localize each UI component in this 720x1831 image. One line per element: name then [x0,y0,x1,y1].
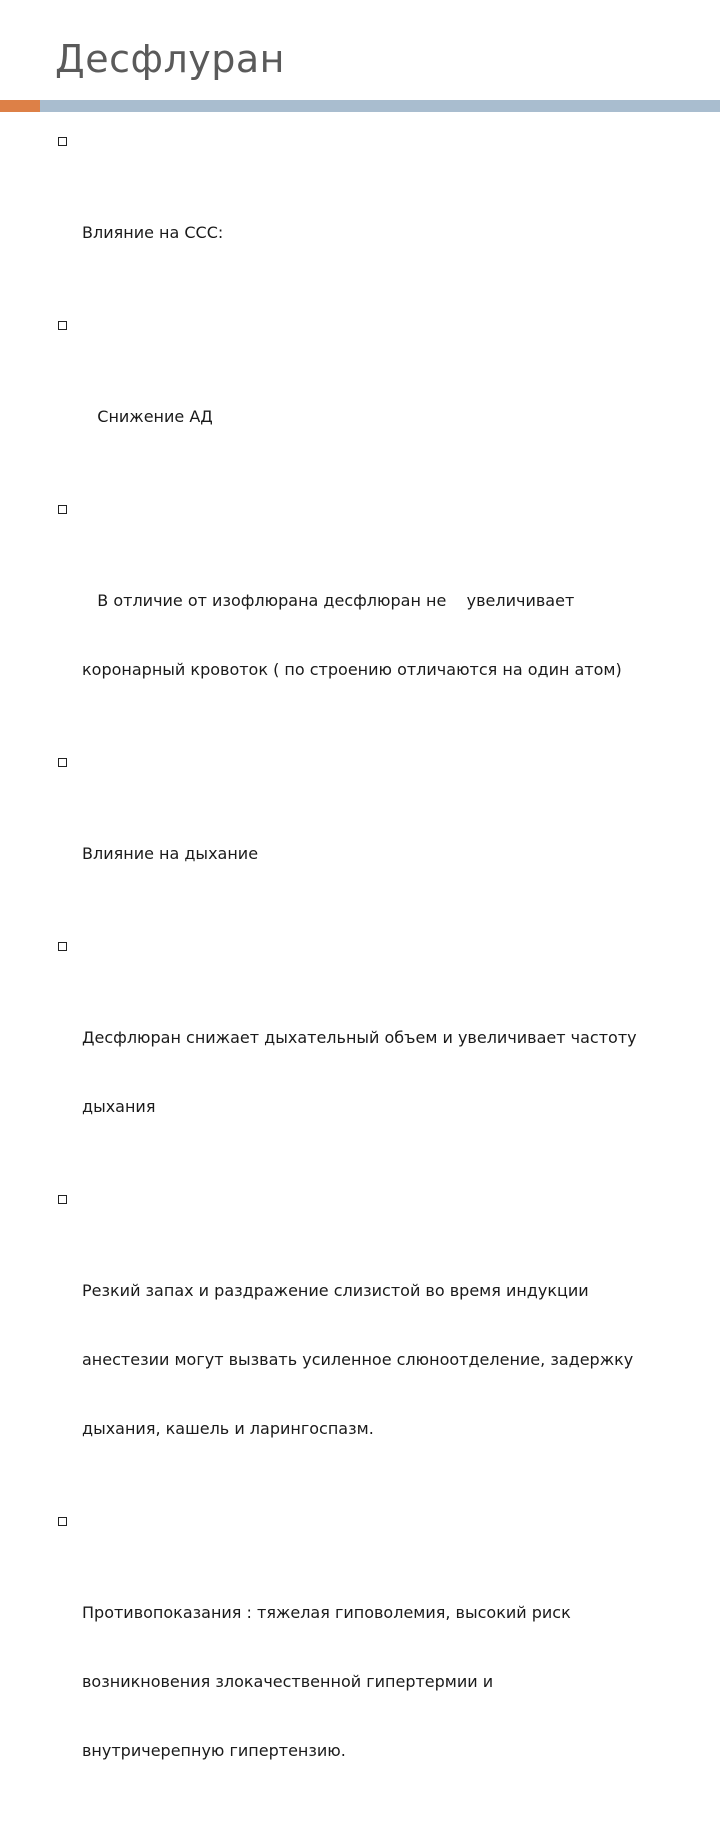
bullet-text [82,1580,696,1806]
bullet-item [56,1187,696,1509]
slide-title: Десфлуран [55,37,285,81]
bullet-line: Влияние на дыхание [82,844,259,863]
bullet-item [56,129,696,313]
bullet-text [82,384,696,472]
accent-bar-orange [0,100,40,112]
square-bullet-icon [58,1517,67,1526]
bullet-line: дыхания, кашель и ларингоспазм. [82,1419,374,1438]
square-bullet-icon [58,321,67,330]
bullet-text [82,568,696,725]
bullet-item [56,313,696,497]
bullet-line: возникновения злокачественной гипертермии и [82,1672,494,1691]
bullet-line: Десфлюран снижает дыхательный объем и увеличивает частоту [82,1028,637,1047]
bullet-line: Снижение АД [82,407,213,426]
bullet-line: Противопоказания : тяжелая гиповолемия, высокий риск [82,1603,571,1622]
bullet-text [82,821,696,909]
accent-bar-blue [40,100,720,112]
square-bullet-icon [58,505,67,514]
bullet-line: коронарный кровоток ( по строению отличаются на один атом) [82,660,622,679]
bullet-line: Влияние на ССС: [82,223,224,242]
bullet-item [56,934,696,1187]
bullet-line: внутричерепную гипертензию. [82,1741,346,1760]
bullet-line: анестезии могут вызвать усиленное слюноотделение, задержку [82,1350,634,1369]
bullet-text [82,1005,696,1162]
square-bullet-icon [58,758,67,767]
square-bullet-icon [58,942,67,951]
bullet-line: Резкий запах и раздражение слизистой во время индукции [82,1281,589,1300]
bullet-item [56,750,696,934]
square-bullet-icon [58,1195,67,1204]
bullet-line: В отличие от изофлюрана десфлюран не увеличивает [82,591,575,610]
square-bullet-icon [58,137,67,146]
bullet-item [56,1509,696,1831]
bullet-line: дыхания [82,1097,156,1116]
bullet-item [56,497,696,750]
bullet-list [56,129,696,1831]
bullet-text [82,200,696,288]
bullet-text [82,1258,696,1484]
